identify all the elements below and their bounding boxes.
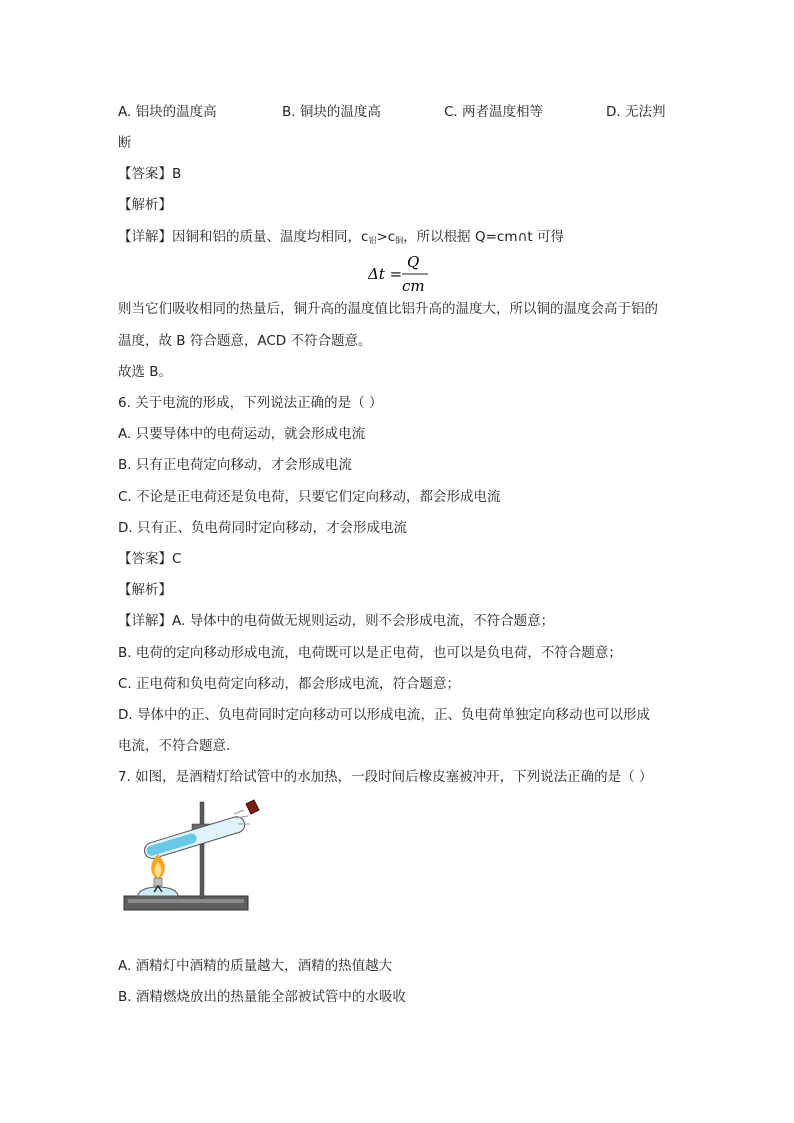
formula-numerator: Q [407,253,420,271]
q7-option-a: A. 酒精灯中酒精的质量越大，酒精的热值越大 [118,958,393,974]
q5-explain-line-1: 则当它们吸收相同的热量后，铜升高的温度值比铝升高的温度大，所以铜的温度会高于铝的 [118,301,658,317]
q5-analysis-heading: 【解析】 [118,197,172,213]
q6-detail-line-3: C. 正电荷和负电荷定向移动，都会形成电流，符合题意； [118,676,461,692]
q5-option-b: B. 铜块的温度高 [282,104,381,120]
q5-detail-text-2: >c [376,229,396,245]
q5-option-d-wrap: 断 [118,135,132,151]
q5-conclusion: 故选 B。 [118,364,173,380]
q5-explain-line-2: 温度，故 B 符合题意，ACD 不符合题意。 [118,333,372,349]
q7-option-b: B. 酒精燃烧放出的热量能全部被试管中的水吸收 [118,989,406,1005]
test-tube [142,815,246,861]
q6-option-c: C. 不论是正电荷还是负电荷，只要它们定向移动，都会形成电流 [118,489,501,505]
q6-detail-line-4: D. 导体中的正、负电荷同时定向移动可以形成电流，正、负电荷单独定向移动也可以形成 [118,707,650,723]
rubber-stopper [246,800,259,814]
q5-detail-sub-copper: 铜 [395,236,404,245]
q6-detail-line-1: 【详解】A. 导体中的电荷做无规则运动，则不会形成电流，不符合题意； [118,613,555,629]
q5-detail-text-1: 因铜和铝的质量、温度均相同，c [172,229,369,245]
q6-option-b: B. 只有正电荷定向移动，才会形成电流 [118,457,352,473]
q5-option-d: D. 无法判 [606,104,666,120]
q6-option-d: D. 只有正、负电荷同时定向移动，才会形成电流 [118,520,407,536]
q5-detail-sub-aluminum: 铝 [368,236,377,245]
q5-detail [118,227,564,251]
stand-rod [200,802,204,898]
q5-detail-text-3: ，所以根据 Q=cm∩t 可得 [403,229,564,245]
q5-option-c: C. 两者温度相等 [444,104,544,120]
q6-analysis-heading: 【解析】 [118,582,172,598]
q7-stem: 7. 如图，是酒精灯给试管中的水加热，一段时间后橡皮塞被冲开，下列说法正确的是（ ） [118,769,653,785]
q5-formula [368,252,438,298]
stand-base-highlight [128,899,244,903]
q5-detail-label: 【详解】 [118,229,172,245]
q6-detail-line-5: 电流，不符合题意. [118,738,231,754]
alcohol-lamp [138,887,178,896]
formula-lhs: Δt = [368,265,403,283]
q6-answer: 【答案】C [118,551,182,567]
q6-stem: 6. 关于电流的形成，下列说法正确的是（ ） [118,395,383,411]
q6-detail-line-2: B. 电荷的定向移动形成电流，电荷既可以是正电荷，也可以是负电荷，不符合题意； [118,645,622,661]
formula-denominator: cm [402,277,425,295]
q5-option-a: A. 铝块的温度高 [118,104,217,120]
alcohol-lamp-test-tube-figure [118,796,268,918]
q6-option-a: A. 只要导体中的电荷运动，就会形成电流 [118,426,366,442]
q5-answer: 【答案】B [118,166,182,182]
